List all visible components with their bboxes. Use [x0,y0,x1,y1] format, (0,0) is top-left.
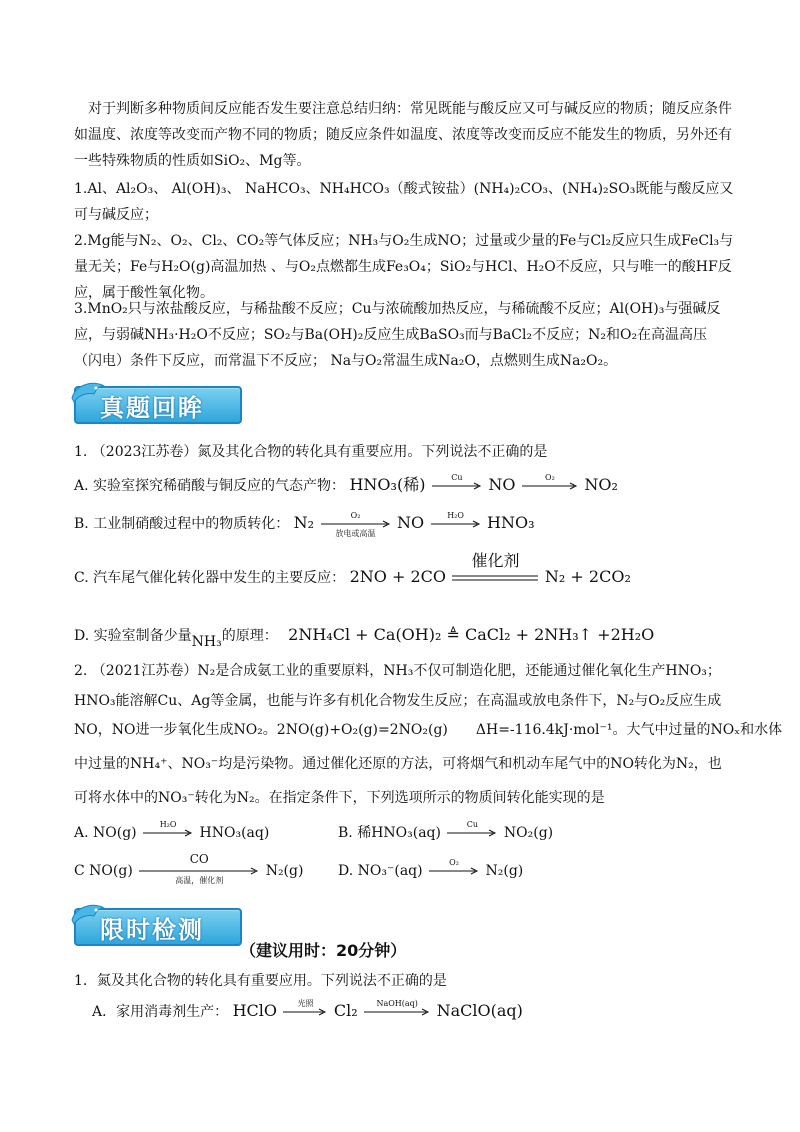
suggested-time: （建议用时：20分钟） [240,941,407,960]
q1-a-eq1: HNO₃(稀) [349,475,426,494]
reaction-arrow [429,858,479,875]
intro-item-3: 3.MnO₂只与浓盐酸反应，与稀盐酸不反应；Cu与浓硫酸加热反应，与稀硫酸不反应；Al(OH)₃与强碱反应，与弱碱NH₃·H₂O不反应；SO₂与Ba(OH)₂反应生成BaSO₃而与BaCl₂不反应；N₂和O₂在高温高压（闪电）条件下反应，而常温下不反应； Na与O₂常温生成Na₂O，点燃则生成Na₂O₂。 [74,301,721,369]
q2-line-5: 可将水体中的NO₃⁻转化为N₂。在指定条件下，下列选项所示的物质间转化能实现的是 [74,790,605,806]
reaction-arrow [432,473,482,490]
q2-a-1: A. NO(g) [74,825,137,841]
arrow-label-bottom: 高温，催化剂 [175,876,224,885]
q2-d-1: D. NO₃⁻(aq) [338,863,423,879]
reaction-arrow [143,820,193,837]
banner-title: 限时检测 [100,916,204,944]
q3-a-eq3: NaClO(aq) [436,1001,523,1020]
q1-b-eq1: N₂ [293,513,315,532]
reaction-arrow [447,820,497,837]
arrow-label-top: Cu [466,820,479,829]
q1-c-text: C. 汽车尾气催化转化器中发生的主要反应： [74,570,346,586]
q1-d-eq: 2NH₄Cl + Ca(OH)₂ ≜ CaCl₂ + 2NH₃↑ +2H₂O [288,625,655,644]
q1-d-text: D. 实验室制备少量 [74,628,192,644]
equilibrium-sign [452,551,538,582]
q3-option-a [92,1000,523,1023]
q1-a-eq3: NO₂ [584,475,618,494]
q2-option-d [338,860,523,882]
arrow-label-top: Cu [451,473,463,482]
reaction-arrow [522,473,578,490]
section-banner-test [66,898,266,942]
arrow-label-top: CO [189,852,209,866]
reaction-arrow [364,999,430,1016]
q2-line-3: NO，NO进一步氧化生成NO₂。2NO(g)+O₂(g)=2NO₂(g) ΔH=-116.4kJ·mol⁻¹。大气中过量的NOₓ和水体 [74,722,783,738]
q3-a-eq2: Cl₂ [333,1001,358,1020]
arrow-label-top: O₂ [350,511,361,520]
q1-option-d [74,624,655,650]
q1-d-nh3: NH₃ [191,634,222,650]
banner-title: 真题回眸 [100,394,204,422]
q1-option-a [74,474,618,497]
arrow-label-bottom: 放电或高温 [335,529,376,538]
reaction-arrow [431,511,481,528]
intro-item-1: 1.Al、Al₂O₃、 Al(OH)₃、 NaHCO₃、NH₄HCO₃（酸式铵盐）(NH₄)₂CO₃、(NH₄)₂SO₃既能与酸反应又可与碱反应； [74,181,734,223]
q2-a-2: HNO₃(aq) [199,825,270,841]
q1-c-eq1: 2NO + 2CO [349,567,446,586]
q2-line-2: HNO₃能溶解Cu、Ag等金属，也能与许多有机化合物发生反应；在高温或放电条件下，N₂与O₂反应生成 [74,693,722,709]
q3-a-eq1: HClO [232,1001,278,1020]
q1-a-text: A. 实验室探究稀硝酸与铜反应的气态产物： [74,478,346,494]
reaction-arrow [321,511,391,538]
q2-b-1: B. 稀HNO₃(aq) [338,825,441,841]
q1-a-eq2: NO [488,475,516,494]
q3-a-text: A．家用消毒剂生产： [92,1004,229,1020]
arrow-label-top: O₂ [449,858,459,867]
q1-b-text: B. 工业制硝酸过程中的物质转化： [74,516,290,532]
arrow-label-top: H₂O [447,511,464,520]
arrow-label-top: H₂O [159,820,177,829]
intro-item-2: 2.Mg能与N₂、O₂、Cl₂、CO₂等气体反应；NH₃与O₂生成NO；过量或少量的Fe与Cl₂反应只生成FeCl₃与量无关；Fe与H₂O(g)高温加热 、与O₂点燃都生成Fe₃O₄；SiO₂与HCl、H₂O不反应，只与唯一的酸HF反应，属于酸性氧化物。 [74,233,734,301]
arrow-label-top: NaOH(aq) [376,999,418,1008]
q1-d-text2: 的原理： [221,628,278,644]
q2-line-1: 2. （2021江苏卷）N₂是合成氨工业的重要原料，NH₃不仅可制造化肥，还能通过催化氧化生产HNO₃； [74,663,721,679]
q2-c-1: C NO(g) [74,863,133,879]
q1-option-b [74,511,535,538]
arrow-label-top: 光照 [297,999,314,1008]
arrow-label-top: O₂ [545,473,555,482]
q1-c-eq2: N₂ + 2CO₂ [544,567,631,586]
q1-b-eq2: NO [396,513,425,532]
q2-option-b [338,822,553,844]
q2-option-a [74,822,269,844]
q3-stem: 1．氮及其化合物的转化具有重要应用。下列说法不正确的是 [74,973,447,989]
q1-stem: 1. （2023江苏卷）氮及其化合物的转化具有重要应用。下列说法不正确的是 [74,444,548,460]
q2-c-2: N₂(g) [265,863,304,879]
intro-paragraph: 对于判断多种物质间反应能否发生要注意总结归纳：常见既能与酸反应又可与碱反应的物质；随反应条件如温度、浓度等改变而产物不同的物质；随反应条件如温度、浓度等改变而反应不能发生的物质，另外还有一些特殊物质的性质如SiO₂、Mg等。 [74,101,732,169]
q1-option-c [74,551,631,589]
q1-b-eq3: HNO₃ [487,513,535,532]
section-banner-review [66,376,266,420]
q2-b-2: NO₂(g) [503,825,554,841]
reaction-arrow [139,852,259,885]
q2-line-4: 中过量的NH₄⁺、NO₃⁻均是污染物。通过催化还原的方法，可将烟气和机动车尾气中的NO转化为N₂，也 [74,756,722,772]
catalyst-label: 催化剂 [471,551,520,570]
q2-d-2: N₂(g) [485,863,524,879]
q2-option-c [74,852,304,885]
reaction-arrow [283,999,327,1016]
